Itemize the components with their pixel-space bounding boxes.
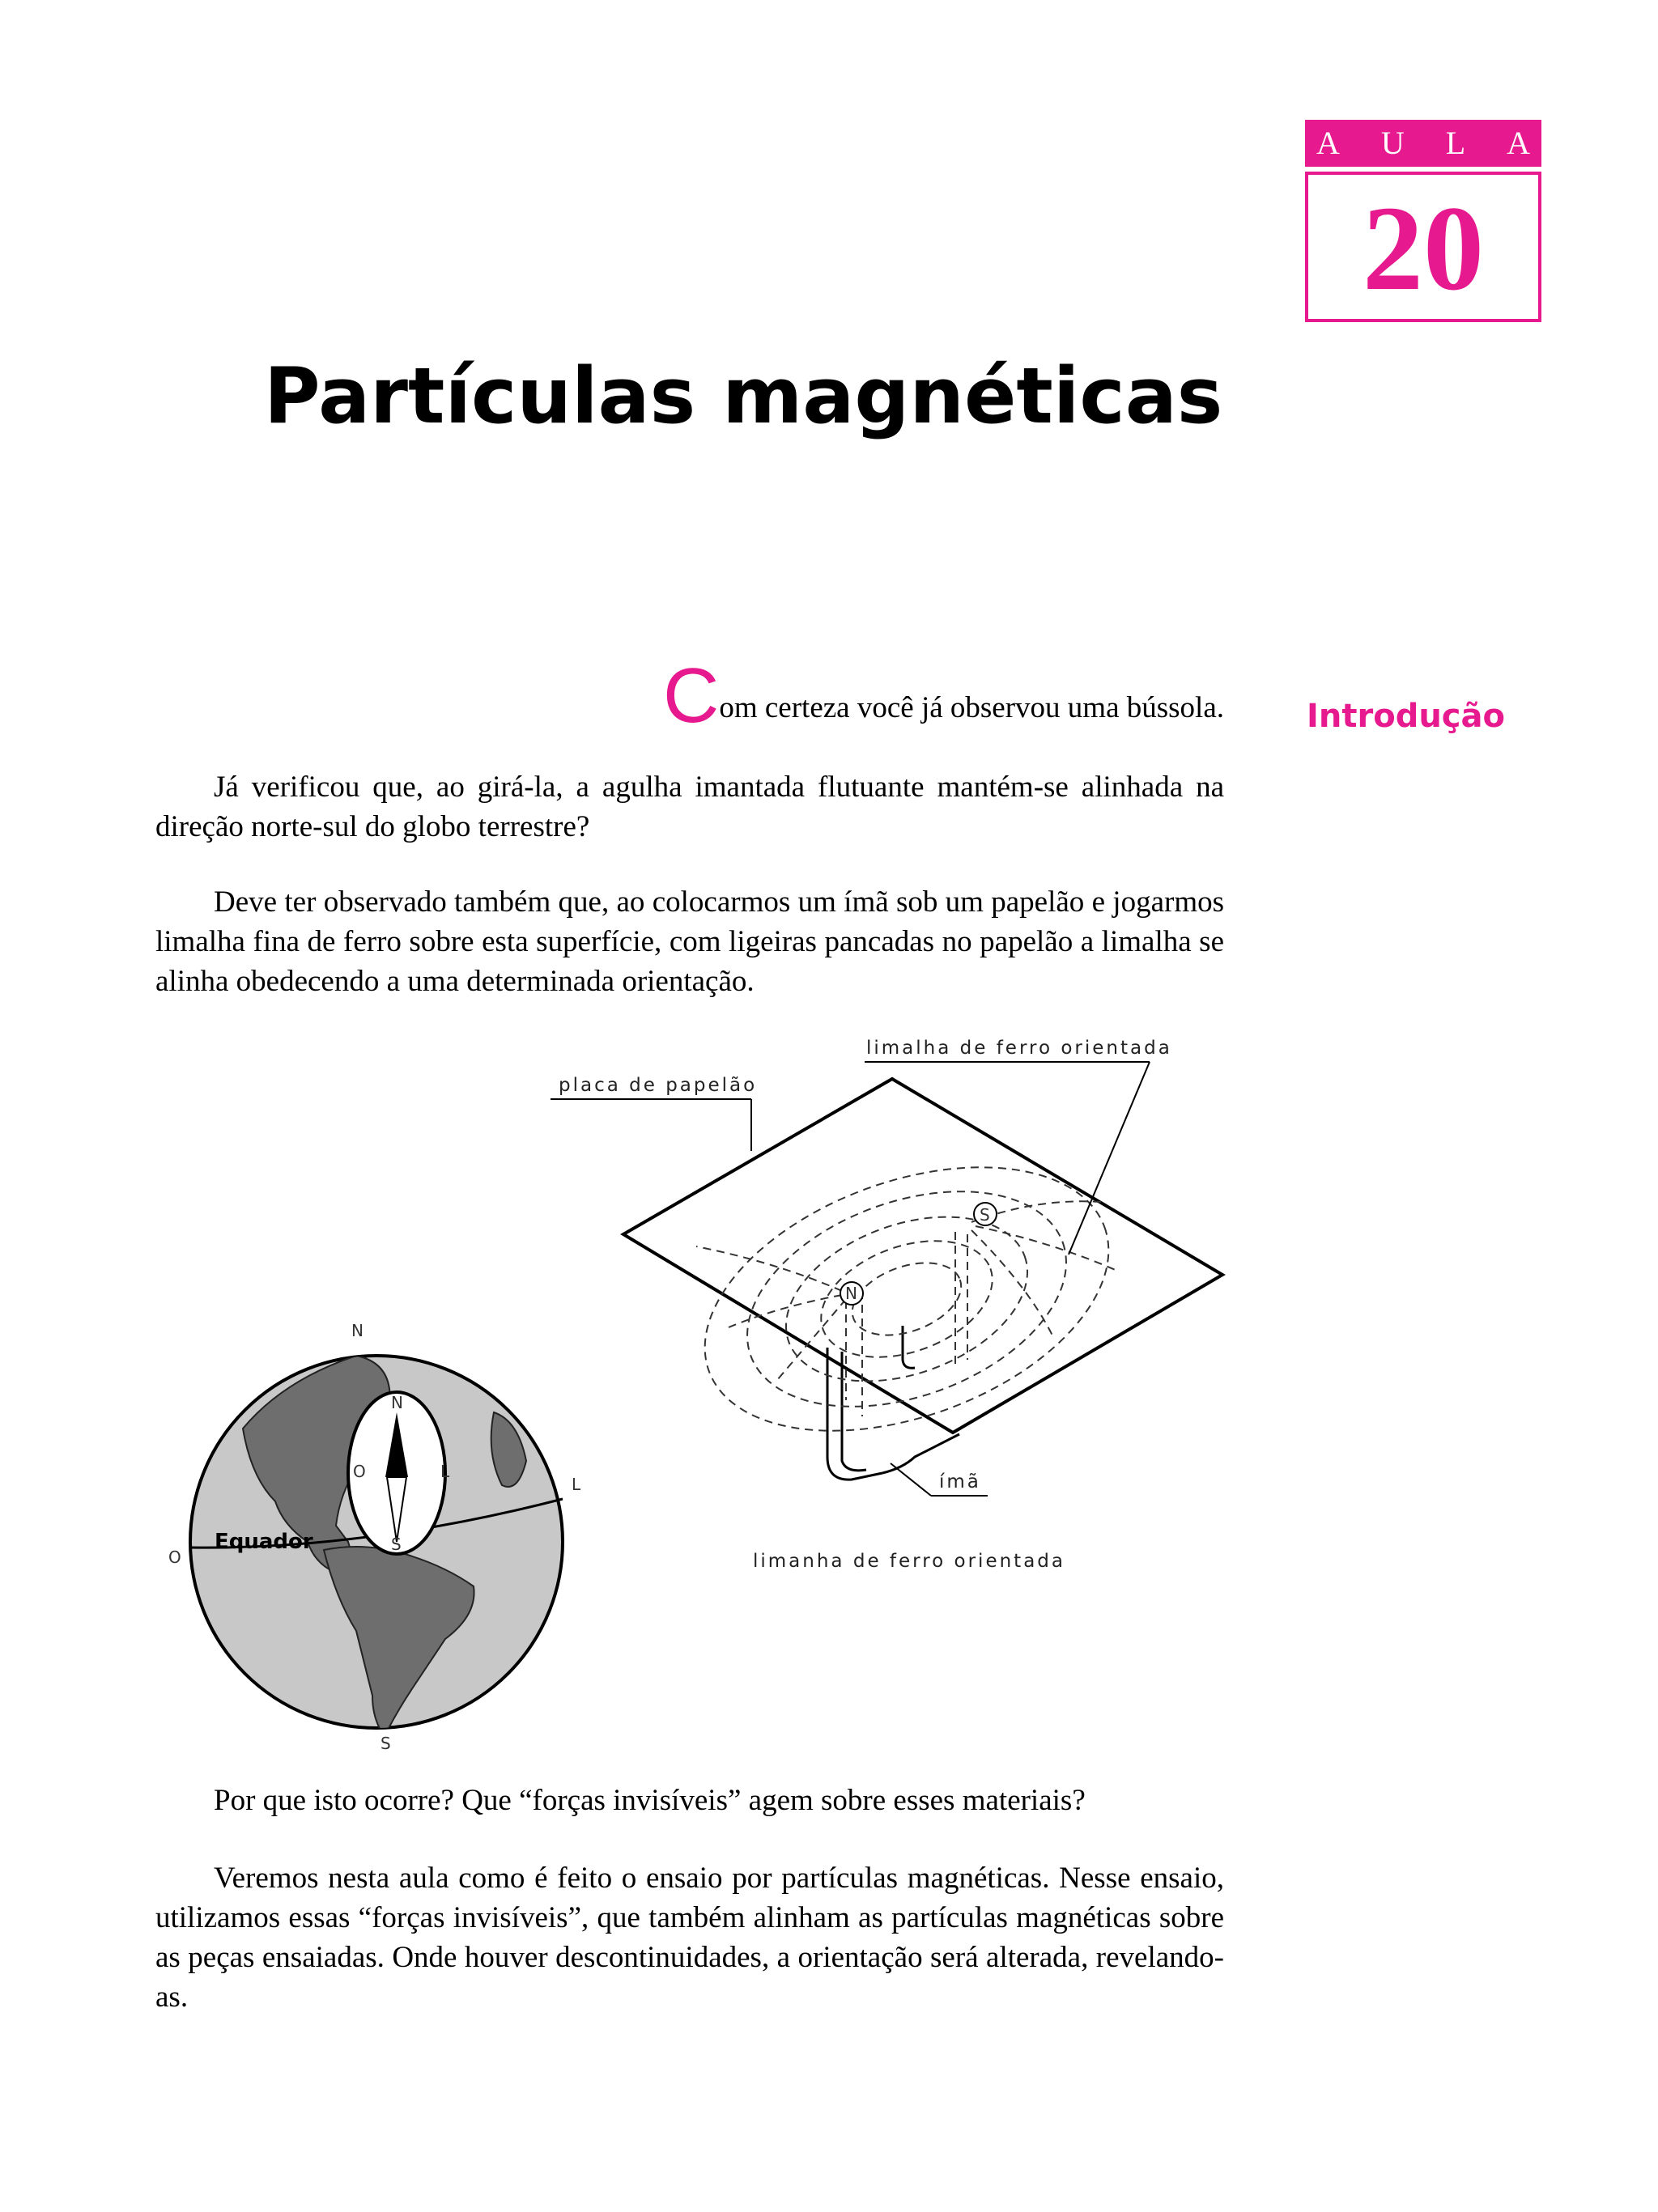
globe-south-label: S xyxy=(380,1734,391,1753)
drop-cap: C xyxy=(663,652,720,739)
aula-letter: A xyxy=(1316,125,1340,161)
label-board: placa de papelão xyxy=(559,1075,758,1096)
lesson-badge-band xyxy=(1305,120,1541,167)
lesson-badge xyxy=(1305,120,1541,322)
globe-west-label: O xyxy=(168,1548,181,1567)
label-filings: limalha de ferro orientada xyxy=(866,1038,1172,1059)
paragraph: Já verificou que, ao girá-la, a agulha imantada flutuante mantém-se alinhada na direção norte-sul do globo terrestre? xyxy=(155,771,1224,843)
pole-s-label: S xyxy=(980,1205,990,1225)
intro-text: om certeza você já observou uma bússola. xyxy=(719,691,1224,724)
lesson-number: 20 xyxy=(1363,181,1484,316)
compass-o: O xyxy=(353,1462,366,1481)
lesson-number-box xyxy=(1305,172,1541,322)
globe-east-label: L xyxy=(572,1475,581,1494)
compass-l: L xyxy=(440,1462,450,1481)
paragraph: Por que isto ocorre? Que “forças invisíveis” agem sobre esses materiais? xyxy=(214,1784,1086,1817)
paragraph: Deve ter observado também que, ao colocarmos um ímã sob um papelão e jogarmos limalha fina de ferro sobre esta superfície, com ligeiras pancadas no papelão a limalha se alinha obedecendo a uma determinada orientação. xyxy=(155,885,1224,998)
compass-s: S xyxy=(391,1535,402,1554)
compass-n: N xyxy=(391,1393,403,1412)
paragraph: Veremos nesta aula como é feito o ensaio por partículas magnéticas. Nesse ensaio, utilizamos essas “forças invisíveis”, que também alinham as partículas magnéticas sobre as peças ensaiadas. Onde houver descontinuidades, a orientação será alterada, revelando-as. xyxy=(155,1862,1224,2014)
page-title: Partículas magnéticas xyxy=(264,352,1223,441)
label-magnet: ímã xyxy=(939,1471,981,1492)
aula-letter: U xyxy=(1380,125,1405,161)
equator-label: Equador xyxy=(215,1530,313,1554)
aula-letter: L xyxy=(1445,125,1466,161)
intro-sentence xyxy=(585,652,1224,739)
aula-letter: A xyxy=(1507,125,1530,161)
globe-north-label: N xyxy=(351,1321,363,1340)
pole-n-label: N xyxy=(845,1284,857,1303)
magnet-filings-figure xyxy=(534,1020,1263,1603)
globe-compass-figure xyxy=(154,1307,591,1756)
section-label: Introdução xyxy=(1307,698,1505,735)
figure-caption: limanha de ferro orientada xyxy=(753,1551,1065,1572)
